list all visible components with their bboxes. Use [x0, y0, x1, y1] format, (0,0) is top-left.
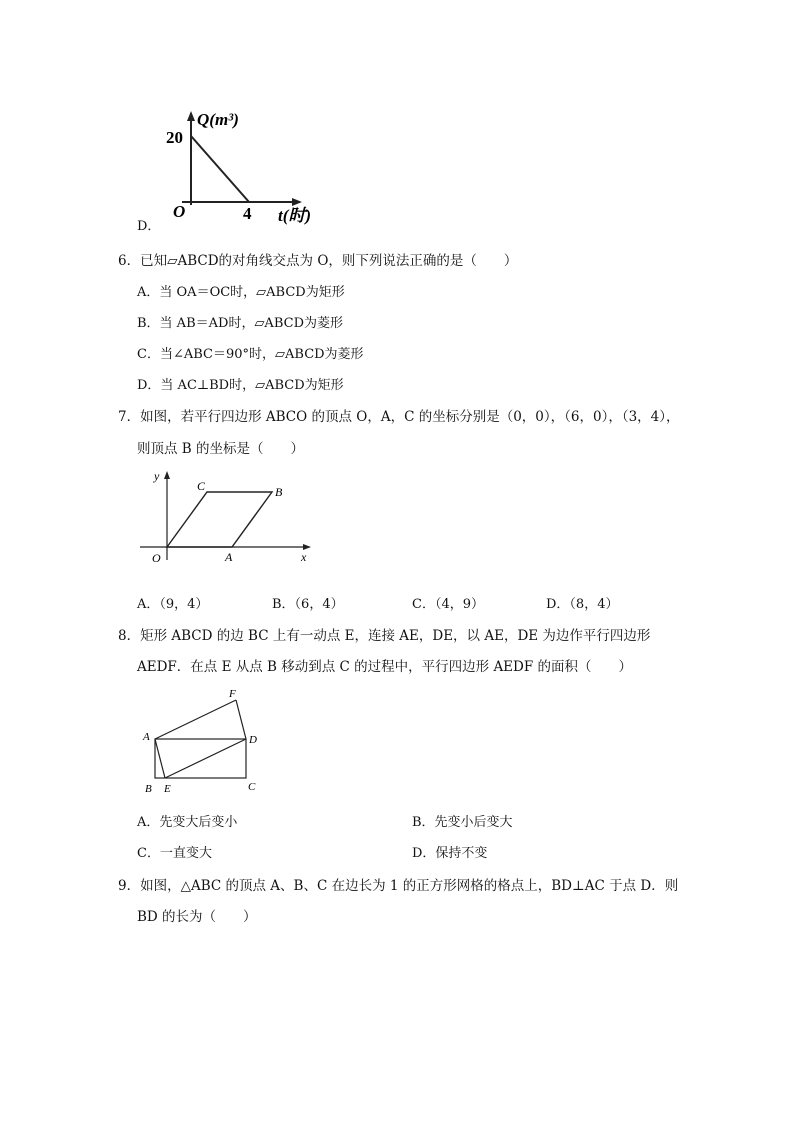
q5-y-arrow — [187, 111, 195, 121]
q8-option-d: D．保持不变 — [412, 846, 488, 861]
q5-x-value: 4 — [243, 204, 252, 223]
q8-segment-ae — [155, 739, 165, 778]
q8-option-b: B．先变小后变大 — [412, 815, 513, 830]
q5-origin: O — [173, 202, 186, 221]
q8-segment-ed — [165, 739, 246, 778]
q8-stem-line1: 8．矩形 ABCD 的边 BC 上有一动点 E，连接 AE，DE，以 AE，DE 为边作平行四边形 — [118, 628, 651, 644]
q7-stem-line2: 则顶点 B 的坐标是（ ） — [137, 441, 305, 457]
q5-x-label: t(时) — [278, 206, 312, 225]
q7-point-o: O — [152, 551, 161, 565]
q6-stem: 6．已知▱ABCD的对角线交点为 O，则下列说法正确的是（ ） — [118, 253, 518, 269]
q7-option-d: D．（8，4） — [546, 597, 619, 612]
q8-rectangle-abcd — [155, 739, 246, 778]
q7-y-arrow — [164, 471, 170, 479]
q7-parallelogram — [167, 492, 272, 547]
q5-option-d-label: D． — [137, 219, 161, 234]
q8-segment-fd — [236, 700, 246, 739]
q9-stem-line2: BD 的长为（ ） — [137, 909, 257, 925]
q7-y-label: y — [154, 469, 160, 483]
q9-stem-line1: 9．如图，△ABC 的顶点 A、B、C 在边长为 1 的正方形网格的格点上，BD⊥AC 于点 D．则 — [118, 878, 679, 894]
q8-figure — [137, 685, 267, 797]
q5-y-label: Q(m³) — [197, 110, 239, 129]
q8-point-f: F — [229, 688, 236, 700]
q5-option-d-graph — [160, 105, 330, 230]
q8-point-e: E — [164, 783, 171, 795]
q8-option-a: A．先变大后变小 — [137, 815, 238, 830]
q8-segment-af — [155, 700, 236, 739]
q7-point-a: A — [225, 550, 233, 564]
q5-graph-line — [191, 136, 249, 202]
q7-figure — [135, 465, 315, 565]
q8-point-a: A — [143, 731, 150, 743]
q8-point-d: D — [249, 734, 257, 746]
q8-stem-line2: AEDF．在点 E 从点 B 移动到点 C 的过程中，平行四边形 AEDF 的面积（ ） — [137, 659, 633, 675]
q6-option-c: C．当∠ABC＝90°时，▱ABCD为菱形 — [137, 347, 364, 362]
q7-option-b: B．（6，4） — [272, 597, 344, 612]
q8-point-b: B — [145, 783, 152, 795]
q5-y-value: 20 — [166, 128, 183, 147]
q7-point-c: C — [197, 479, 206, 493]
q7-point-b: B — [275, 485, 283, 499]
q7-x-label: x — [301, 550, 307, 564]
q6-option-a: A．当 OA＝OC时，▱ABCD为矩形 — [137, 285, 345, 300]
q7-option-a: A．（9，4） — [137, 597, 209, 612]
q6-option-d: D．当 AC⊥BD时，▱ABCD为矩形 — [137, 378, 344, 393]
q8-option-c: C．一直变大 — [137, 846, 212, 861]
q7-stem-line1: 7．如图，若平行四边形 ABCO 的顶点 O，A，C 的坐标分别是（0，0），（6，0），（3，4）， — [118, 409, 680, 425]
q5-x-arrow — [292, 198, 302, 206]
q6-option-b: B．当 AB＝AD时，▱ABCD为菱形 — [137, 316, 343, 331]
q7-option-c: C．（4，9） — [412, 597, 484, 612]
q8-point-c: C — [248, 781, 256, 793]
